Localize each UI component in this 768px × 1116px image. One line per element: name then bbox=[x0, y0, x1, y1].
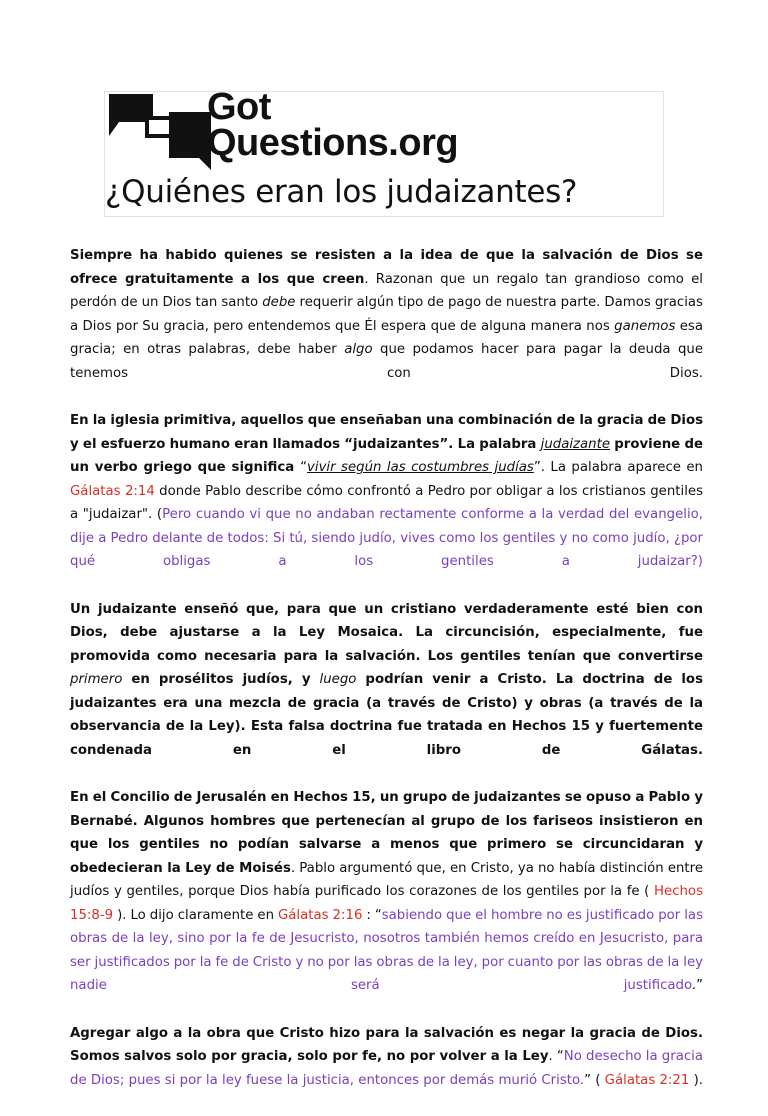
article-body bbox=[70, 244, 703, 1116]
scripture-link[interactable]: Hechos 15:8-9 bbox=[70, 884, 703, 923]
text-segment: Un judaizante enseñó que, para que un cristiano verdaderamente esté bien con Dios, debe ajustarse a la Ley Mosaica. La circuncisión, especialmente, fue promovida como necesaria para la salvación. Los gentiles tenían que convertirse bbox=[70, 601, 703, 664]
text-segment: Agregar algo a la obra que Cristo hizo para la salvación es negar la gracia de Dios. Somos salvos solo por gracia, solo por fe, no por volver a la Ley bbox=[70, 1025, 703, 1064]
scripture-link[interactable]: Gálatas 2:14 bbox=[70, 483, 155, 499]
text-segment: ). Lo dijo claramente en bbox=[113, 907, 278, 923]
brand-line-1: Got bbox=[207, 86, 271, 128]
text-segment: . Razonan que un regalo tan grandioso como el perdón de un Dios tan santo bbox=[70, 271, 703, 310]
text-segment: . Pablo argumentó que, en Cristo, ya no había distinción entre judíos y gentiles, porque Dios había purificado los corazones de los gentiles por la fe ( bbox=[70, 860, 703, 899]
text-segment: donde Pablo describe cómo confrontó a Pedro por obligar a los cristianos gentiles a "judaizar". ( bbox=[70, 483, 704, 522]
text-segment: ganemos bbox=[614, 318, 676, 334]
text-segment: ”. La palabra aparece en bbox=[533, 460, 703, 475]
text-segment: En el Concilio de Jerusalén en Hechos 15, un grupo de judaizantes se opuso a Pablo y Bernabé. Algunos hombres que pertenecían al grupo de los fariseos insistieron en que los gentiles no podían salvarse a menos que primero se circuncidaran y obedecieran la Ley de Moisés bbox=[70, 790, 703, 876]
text-segment: .” bbox=[691, 978, 703, 993]
scripture-quote: No desecho la gracia de Dios; pues si por la ley fuese la justicia, entonces por demás murió Cristo. bbox=[70, 1049, 704, 1088]
scripture-link[interactable]: Gálatas 2:21 bbox=[604, 1072, 690, 1088]
paragraph-1 bbox=[70, 244, 703, 385]
text-segment: primero bbox=[70, 672, 123, 687]
header-banner bbox=[104, 86, 664, 217]
text-segment: en prosélitos judíos, y bbox=[122, 672, 320, 687]
text-segment: Siempre ha habido quienes se resisten a la idea de que la salvación de Dios se ofrece gratuitamente a los que creen bbox=[70, 248, 703, 287]
page-title: ¿Quiénes eran los judaizantes? bbox=[105, 174, 578, 210]
text-segment: proviene de un verbo griego que significa bbox=[70, 436, 703, 475]
text-segment: . “ bbox=[548, 1049, 564, 1064]
text-segment: vivir según las costumbres judías bbox=[307, 460, 534, 475]
text-segment: ” ( bbox=[584, 1072, 605, 1088]
scripture-quote: Pero cuando vi que no andaban rectamente conforme a la verdad del evangelio, dije a Pedro delante de todos: Si tú, siendo judío, vives como los gentiles y no como judío, ¿por qué obligas a los gentiles a judaizar?) bbox=[70, 507, 704, 569]
brand-line-2: Questions.org bbox=[207, 122, 459, 164]
text-segment: que podamos hacer para pagar la deuda que tenemos con Dios. bbox=[70, 342, 703, 381]
paragraph-4 bbox=[70, 786, 703, 998]
text-segment: : “ bbox=[362, 907, 382, 923]
paragraph-3 bbox=[70, 598, 703, 763]
text-segment: judaizante bbox=[540, 436, 610, 452]
text-segment: debe bbox=[262, 295, 296, 310]
text-segment: podrían venir a Cristo. La doctrina de los judaizantes era una mezcla de gracia (a través de Cristo) y obras (a través de la observancia de la Ley). Esta falsa doctrina fue tratada en Hechos 15 y fuertemente condenada en el libro de Gálatas. bbox=[70, 672, 703, 758]
text-segment: luego bbox=[319, 672, 357, 687]
text-segment: esa gracia; en otras palabras, debe haber bbox=[70, 318, 703, 357]
scripture-link[interactable]: Gálatas 2:16 bbox=[277, 907, 363, 923]
speech-bubbles-icon bbox=[107, 92, 213, 174]
paragraph-2 bbox=[70, 409, 703, 574]
paragraph-5 bbox=[70, 1022, 703, 1093]
brand-name[interactable] bbox=[207, 86, 459, 164]
text-segment: algo bbox=[344, 342, 373, 357]
text-segment: En la iglesia primitiva, aquellos que enseñaban una combinación de la gracia de Dios y el esfuerzo humano eran llamados “judaizantes”. La palabra bbox=[70, 413, 703, 452]
scripture-quote: sabiendo que el hombre no es justificado por las obras de la ley, sino por la fe de Jesucristo, nosotros también hemos creído en Jesucristo, para ser justificados por la fe de Cristo y no por las obras de la ley, por cuanto por las obras de la ley nadie será justificado bbox=[70, 907, 703, 993]
text-segment: “ bbox=[300, 460, 307, 475]
text-segment: requerir algún tipo de pago de nuestra parte. Damos gracias a Dios por Su gracia, pero entendemos que Él espera que de alguna manera nos bbox=[70, 295, 703, 334]
text-segment: ). bbox=[689, 1072, 704, 1088]
